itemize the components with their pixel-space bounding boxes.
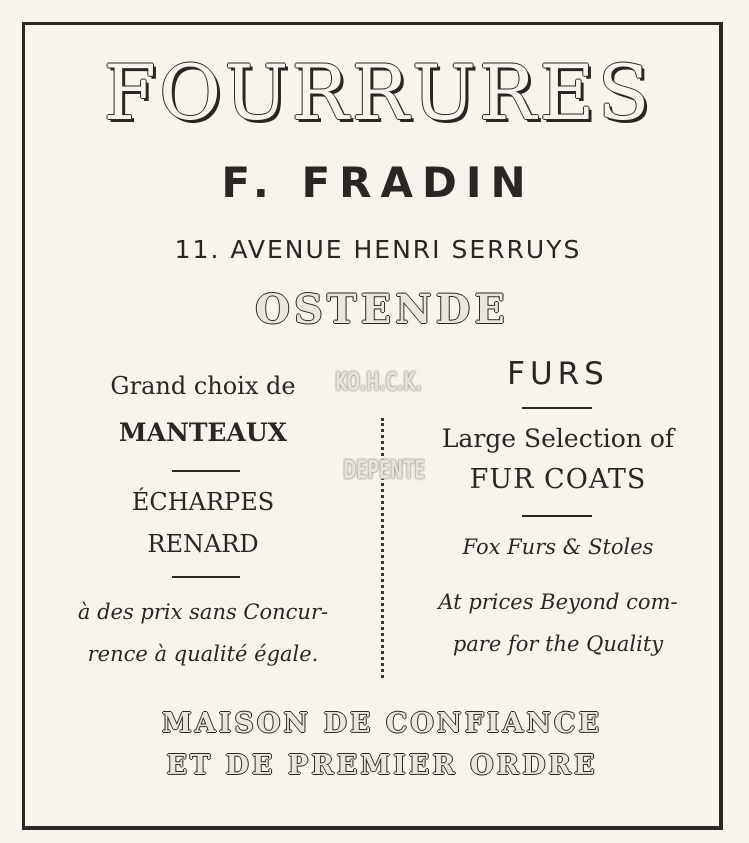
firm-name: F. FRADIN <box>221 158 535 207</box>
left-line-qualite: rence à qualité égale. <box>87 642 319 666</box>
right-line-prices: At prices Beyond com- <box>438 590 678 614</box>
ad-title: FOURRURES <box>103 48 653 137</box>
right-line-selection: Large Selection of <box>441 424 675 453</box>
right-line-stoles: Fox Furs & Stoles <box>462 535 654 559</box>
right-line-fur-coats: FUR COATS <box>469 464 647 495</box>
left-divider-1 <box>172 470 240 472</box>
right-line-quality: pare for the Quality <box>452 632 664 656</box>
street-address: 11. AVENUE HENRI SERRUYS <box>174 235 582 264</box>
stamp-line-1: KO.H.C.K. <box>335 366 422 397</box>
right-divider-2 <box>522 515 592 517</box>
left-line-grand-choix: Grand choix de <box>110 372 296 400</box>
right-divider-1 <box>522 407 592 409</box>
motto-line-2: ET DE PREMIER ORDRE <box>166 750 598 781</box>
stamp-line-2: DEPENTE <box>343 454 426 485</box>
motto-line-1: MAISON DE CONFIANCE <box>161 708 603 739</box>
left-line-prix: à des prix sans Concur- <box>77 600 329 624</box>
city-name: OSTENDE <box>255 286 509 333</box>
left-line-manteaux: MANTEAUX <box>118 418 288 447</box>
left-line-renard: RENARD <box>147 530 259 558</box>
left-line-echarpes: ÉCHARPES <box>131 488 275 516</box>
left-divider-2 <box>172 576 240 578</box>
right-heading-furs: FURS <box>507 356 609 392</box>
